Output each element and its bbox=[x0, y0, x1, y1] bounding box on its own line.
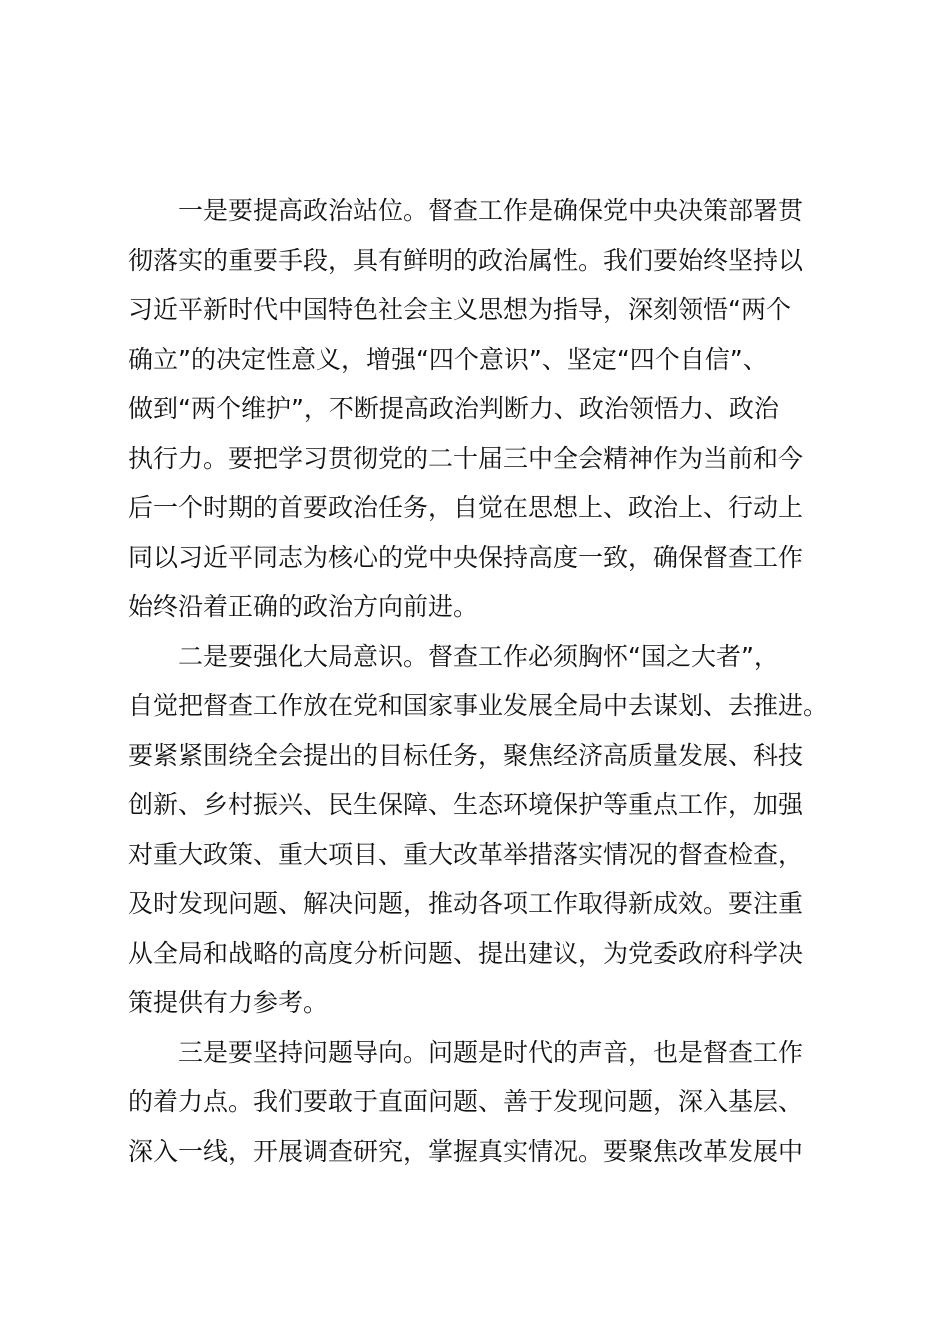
paragraph-1-line-4: 确立”的决定性意义，增强“四个意识”、坚定“四个自信”、 bbox=[128, 344, 768, 374]
paragraph-1-line-2: 彻落实的重要手段，具有鲜明的政治属性。我们要始终坚持以 bbox=[128, 245, 804, 275]
paragraph-1-line-3: 习近平新时代中国特色社会主义思想为指导，深刻领悟“两个 bbox=[128, 295, 791, 324]
paragraph-1-line-1: 一是要提高政治站位。督查工作是确保党中央决策部署贯 bbox=[178, 196, 804, 225]
paragraph-2-line-7: 从全局和战略的高度分析问题、提出建议，为党委政府科学决 bbox=[128, 938, 804, 968]
paragraph-2-line-1: 二是要强化大局意识。督查工作必须胸怀“国之大者”， bbox=[178, 641, 779, 671]
paragraph-3-line-2: 的着力点。我们要敢于直面问题、善于发现问题，深入基层、 bbox=[128, 1087, 804, 1116]
paragraph-2-line-2: 自觉把督查工作放在党和国家事业发展全局中去谋划、去推进。 bbox=[128, 691, 829, 720]
paragraph-1-line-7: 后一个时期的首要政治任务，自觉在思想上、政治上、行动上 bbox=[128, 493, 804, 522]
paragraph-2-line-4: 创新、乡村振兴、民生保障、生态环境保护等重点工作，加强 bbox=[128, 790, 804, 819]
paragraph-1-line-6: 执行力。要把学习贯彻党的二十届三中全会精神作为当前和今 bbox=[128, 443, 804, 473]
paragraph-1-line-5: 做到“两个维护”，不断提高政治判断力、政治领悟力、政治 bbox=[128, 394, 779, 423]
document-body bbox=[128, 186, 848, 1176]
paragraph-1-line-8: 同以习近平同志为核心的党中央保持高度一致，确保督查工作 bbox=[128, 542, 804, 572]
paragraph-2-line-6: 及时发现问题、解决问题，推动各项工作取得新成效。要注重 bbox=[128, 889, 804, 918]
paragraph-2-line-5: 对重大政策、重大项目、重大改革举措落实情况的督查检查， bbox=[128, 839, 804, 869]
paragraph-3-line-1: 三是要坚持问题导向。问题是时代的声音，也是督查工作 bbox=[178, 1037, 804, 1067]
paragraph-1-line-9: 始终沿着正确的政治方向前进。 bbox=[128, 592, 479, 621]
paragraph-3-line-3: 深入一线，开展调查研究，掌握真实情况。要聚焦改革发展中 bbox=[128, 1136, 804, 1166]
paragraph-2-line-8: 策提供有力参考。 bbox=[128, 988, 329, 1017]
paragraph-2-line-3: 要紧紧围绕全会提出的目标任务，聚焦经济高质量发展、科技 bbox=[128, 740, 804, 770]
